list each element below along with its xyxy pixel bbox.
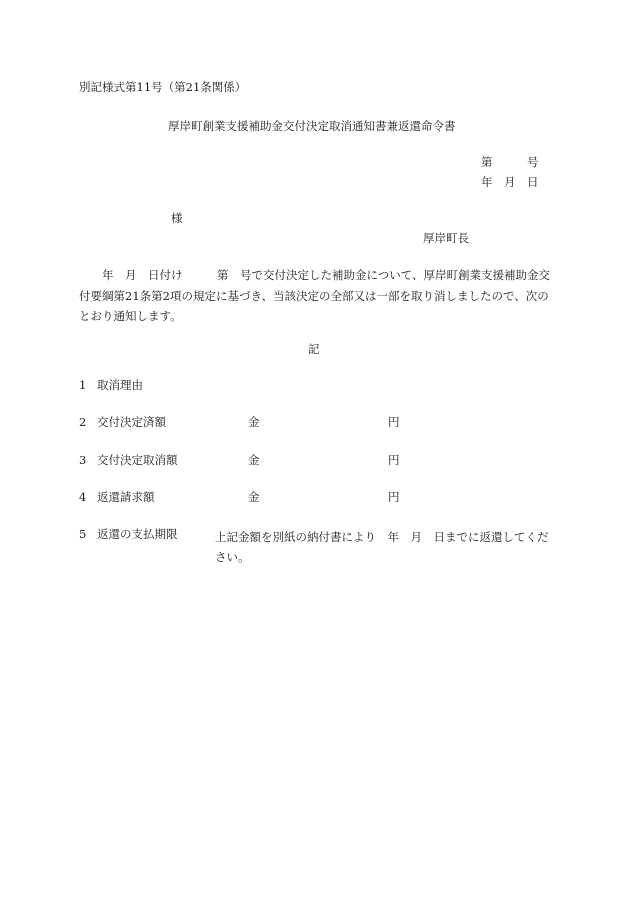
ki-heading: 記 (308, 342, 320, 356)
form-label: 別記様式第11号（第21条関係） (79, 80, 247, 94)
item-label: 交付決定取消額 (97, 453, 178, 467)
document-date-line: 年 月 日 (481, 175, 539, 189)
item-number: 5 (79, 527, 87, 541)
notice-body: 年 月 日付け 第 号で交付決定した補助金について、厚岸町創業支援補助金交付要綱第21条第2項の規定に基づき、当該決定の全部又は一部を取り消しましたので、次のとおり通知します。 (79, 268, 551, 323)
payment-deadline-description: 上記金額を別紙の納付書により 年 月 日までに返還してください。 (215, 530, 549, 564)
document-number-line: 第 号 (481, 155, 539, 169)
kin-label: 金 (248, 415, 260, 429)
item-number: 3 (79, 453, 87, 467)
item-payment-deadline (79, 527, 178, 543)
item-number: 1 (79, 378, 87, 392)
kin-label: 金 (248, 453, 260, 467)
kin-label: 金 (248, 490, 260, 504)
yen-label: 円 (388, 453, 400, 467)
item-label: 交付決定済額 (97, 415, 166, 429)
item-refund-amount (79, 490, 155, 506)
addressee-suffix: 様 (171, 211, 183, 225)
yen-label: 円 (388, 490, 400, 504)
item-number: 4 (79, 490, 87, 504)
item-number: 2 (79, 415, 87, 429)
item-label: 取消理由 (97, 378, 143, 392)
item-cancellation-reason (79, 378, 143, 394)
issuer-name: 厚岸町長 (423, 231, 469, 245)
yen-label: 円 (388, 415, 400, 429)
item-cancelled-amount (79, 453, 178, 469)
item-label: 返還の支払期限 (97, 527, 178, 541)
document-title: 厚岸町創業支援補助金交付決定取消通知書兼返還命令書 (168, 119, 456, 133)
item-label: 返還請求額 (97, 490, 155, 504)
item-granted-amount (79, 415, 166, 431)
